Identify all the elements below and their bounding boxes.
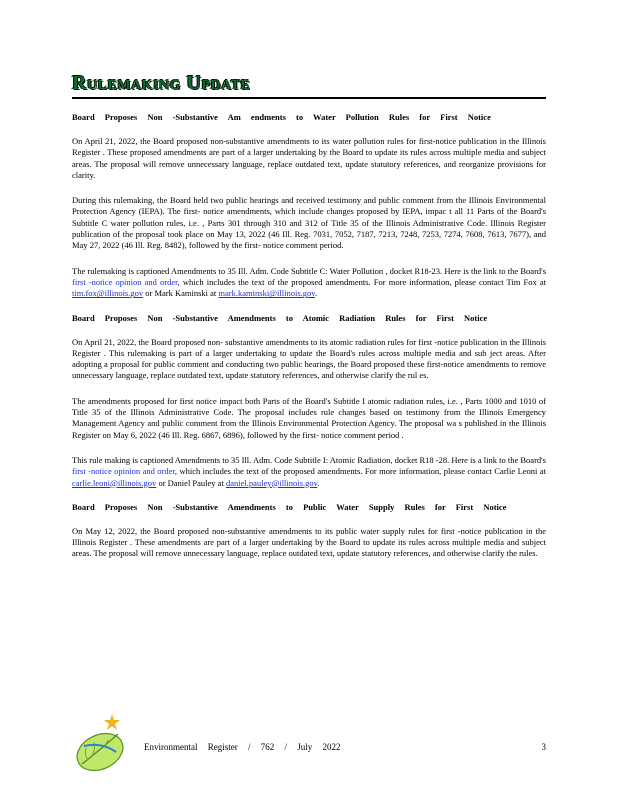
section-heading: Board Proposes Non -Substantive Amendments to Public Water Supply Rules for First Notice xyxy=(72,501,507,512)
section-atomic-radiation xyxy=(72,313,546,489)
email-link[interactable]: mark.kaminski@illinois.gov xyxy=(218,288,315,299)
opinion-link[interactable]: first -notice opinion and order xyxy=(72,466,175,477)
contact-end: . xyxy=(317,477,320,488)
contact-mid2: or Mark Kaminski at xyxy=(145,288,217,299)
leaf-logo-icon xyxy=(72,712,134,772)
contact-end: . xyxy=(314,288,318,299)
section-heading: Board Proposes Non -Substantive Am endments to Water Pollution Rules for First Notice xyxy=(72,112,491,122)
contact-intro: The rulemaking is captioned Amendments to 35 Ill. Adm. Code Subtitle C: Water Pollution , docket R18-23. Here is the link to the Board's xyxy=(72,265,546,276)
paragraph: The amendments proposed for first notice impact both Parts of the Board's Subtitle I atomic radiation rules, i.e. , Parts 1000 and 1010 of Title 35 of the Illinois Administrative Code. The proposal includes rule changes based on testimony from the Illinois Emergency Management Agency and public comment from the Illinois Environmental Protection Agency. The proposal wa s published in the Illinois Register on May 6, 2022 (46 Ill. Reg. 6867, 6896), followed by the first- notice comment period . xyxy=(72,395,546,440)
paragraph: On April 21, 2022, the Board proposed non- substantive amendments to its atomic radiation rules for first -notice publication in the Illinois Register . This rulemaking is part of a larger undertaking to update the Board's rules across multiple media and sub ject areas. After adopting a proposal for public comment and conducting two public hearings, the Board proposed these first-notice amendments to remove unnecessary language, replace outdated text, update statutory references, and otherwise clarify the rul es. xyxy=(72,336,546,381)
section-public-water-supply xyxy=(72,502,546,560)
section-water-pollution xyxy=(72,112,546,300)
page-footer xyxy=(72,712,546,768)
footer-publication xyxy=(144,742,341,752)
opinion-link[interactable]: first -notice opinion and order xyxy=(72,276,178,287)
contact-paragraph xyxy=(72,266,546,300)
paragraph: During this rulemaking, the Board held two public hearings and received testimony and public comment from the Illinois Environmental Protection Agency (IEPA). The first- notice amendments, which include changes proposed by IEPA, impac t all 11 Parts of the Board's Subtitle C water pollution rules, i.e. , Parts 301 through 310 and 312 of Title 35 of the Illinois Administrative Code. Illinois Register publication of the proposal took place on May 13, 2022 (46 Ill. Reg. 7031, 7052, 7187, 7213, 7248, 7253, 7274, 7608, 7613, 7677), and May 27, 2022 (46 Ill. Reg. 8482), followed by the first- notice comment period. xyxy=(72,195,546,251)
contact-mid2: or Daniel Pauley at xyxy=(158,477,224,488)
contact-mid: , which includes the text of the proposed amendments. For more information, please contact Carlie Leoni at xyxy=(174,466,546,477)
paragraph: On April 21, 2022, the Board proposed non-substantive amendments to its water pollution rules for first-notice publication in the Illinois Register . These proposed amendments are part of a larger undertaking by the Board to update its rules across multiple media and subject areas. The proposal will remove unnecessary language, replace outdated text, update statutory references, and reorganize provisions for clarity. xyxy=(72,136,546,180)
paragraph: On May 12, 2022, the Board proposed non-substantive amendments to its public water supply rules for first -notice publication in the Illinois Register . These amendments are part of a larger undertaking by the Board to update its rules across multiple media and subject areas. The proposal will remove unnecessary language, replace outdated text, update statutory references, and otherwise clarify the rules. xyxy=(72,525,546,559)
email-link[interactable]: daniel.pauley@illinois.gov xyxy=(225,477,318,488)
title-divider xyxy=(72,97,546,99)
issue-info: / 762 / July 2022 xyxy=(247,742,341,752)
page-content xyxy=(72,72,546,560)
section-heading: Board Proposes Non -Substantive Amendments to Atomic Radiation Rules for First Notice xyxy=(72,312,488,323)
page-title: Rulemaking Update xyxy=(72,72,251,94)
contact-intro: This rule making is captioned Amendments to 35 Ill. Adm. Code Subtitle I: Atomic Radiation, docket R18 -28. Here is a link to the Board's xyxy=(72,454,546,465)
contact-paragraph xyxy=(72,455,546,489)
contact-mid: , which includes the text of the proposed amendments. For more information, please contact Tim Fox at xyxy=(177,276,546,287)
email-link[interactable]: tim.fox@illinois.gov xyxy=(72,288,144,299)
publication-name: Environmental Register xyxy=(144,742,238,752)
page-number: 3 xyxy=(541,742,546,752)
email-link[interactable]: carlie.leoni@illinois.gov xyxy=(72,477,157,488)
